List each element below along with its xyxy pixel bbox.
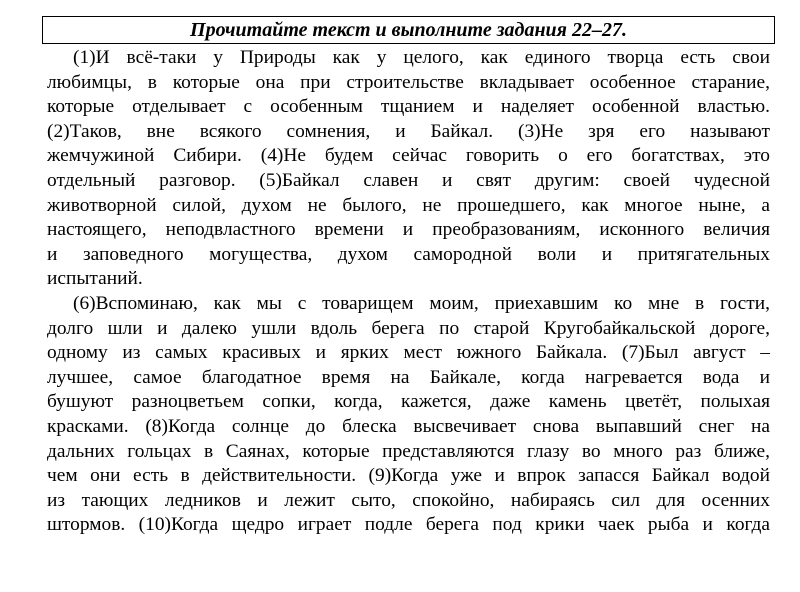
text-line: бушуют разноцветьем сопки, когда, кажется, даже камень цветёт, полыхая xyxy=(47,391,770,413)
text-line: лучшее, самое благодатное время на Байкале, когда нагревается вода и xyxy=(47,366,770,388)
text-line: животворной силой, духом не былого, не прошедшего, как многое ныне, а xyxy=(47,194,770,216)
text-line: из тающих ледников и лежит сыто, спокойно, набираясь сил для осенних xyxy=(47,489,770,511)
task-header xyxy=(42,16,775,44)
text-line: красками. (8)Когда солнце до блеска высвечивает снова выпавший снег на xyxy=(47,415,770,437)
text-line: (1)И всё-таки у Природы как у целого, как единого творца есть свои xyxy=(73,47,770,68)
text-line: жемчужиной Сибири. (4)Не будем сейчас говорить о его богатствах, это xyxy=(47,145,770,167)
text-line: (2)Таков, вне всякого сомнения, и Байкал. (3)Не зря его называют xyxy=(47,120,770,142)
text-line: (6)Вспоминаю, как мы с товарищем моим, приехавшим ко мне в гости, xyxy=(73,292,770,314)
text-line: долго шли и далеко ушли вдоль берега по старой Кругобайкальской дороге, xyxy=(47,317,770,339)
paragraph-1 xyxy=(47,46,770,292)
text-line: которые отделывает с особенным тщанием и наделяет особенной властью. xyxy=(47,96,770,118)
text-line: одному из самых красивых и ярких мест южного Байкала. (7)Был август – xyxy=(47,342,770,364)
text-line: настоящего, неподвластного времени и преобразованиям, исконного величия xyxy=(47,219,770,241)
text-line: любимцы, в которые она при строительстве вкладывает особенное старание, xyxy=(47,71,770,93)
text-line: дальних гольцах в Саянах, которые представляются глазу во много раз ближе, xyxy=(47,440,770,462)
text-line: отдельный разговор. (5)Байкал славен и свят другим: своей чудесной xyxy=(47,169,770,191)
task-header-title: Прочитайте текст и выполните задания 22–27. xyxy=(190,19,627,41)
text-line: чем они есть в действительности. (9)Когда уже и впрок запасся Байкал водой xyxy=(47,465,770,487)
text-body xyxy=(47,46,770,538)
text-line: штормов. (10)Когда щедро играет подле берега под крики чаек рыба и когда xyxy=(47,514,770,536)
text-line: и заповедного могущества, духом самородной воли и притягательных xyxy=(47,243,770,265)
text-line: испытаний. xyxy=(47,268,143,290)
paragraph-2 xyxy=(47,292,770,538)
